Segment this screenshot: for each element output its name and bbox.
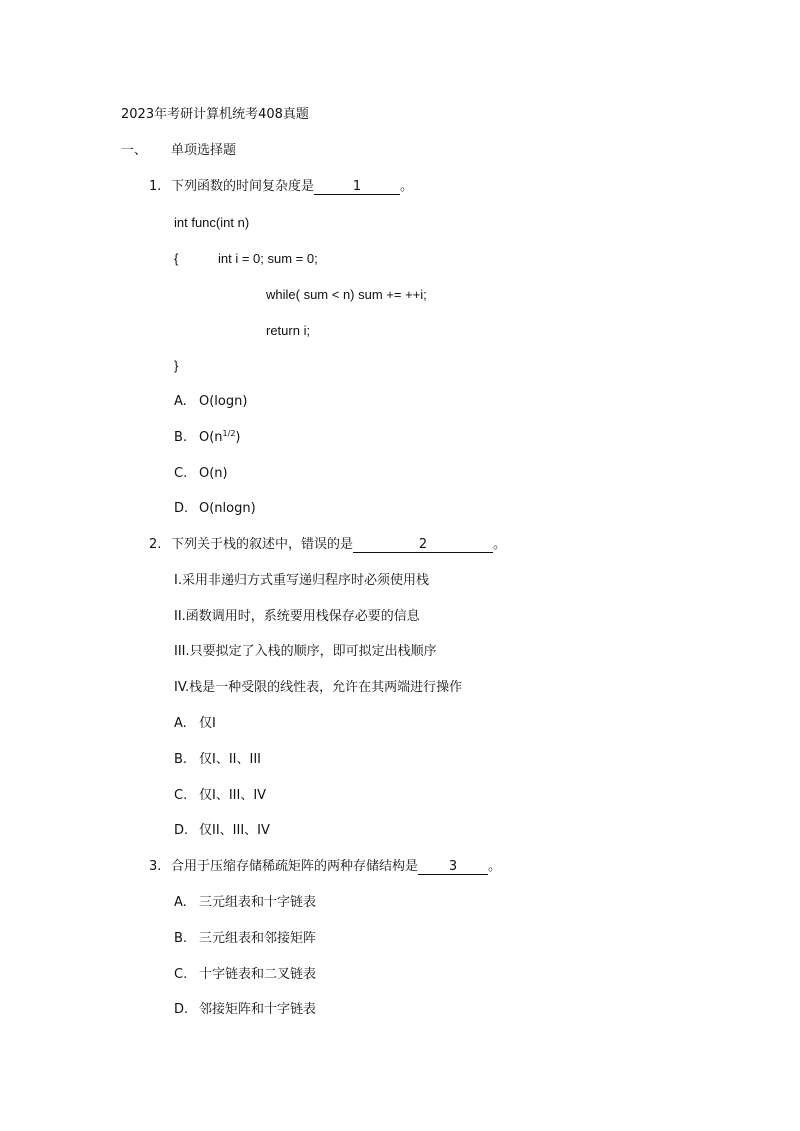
statement: IV.栈是一种受限的线性表，允许在其两端进行操作 (174, 680, 463, 695)
option-text: 仅I、III、IV (199, 788, 267, 803)
option-b[interactable] (174, 752, 261, 768)
question-number: 2. (149, 537, 162, 552)
code-line: { (174, 251, 179, 266)
question-text: 合用于压缩存储稀疏矩阵的两种存储结构是 (171, 859, 419, 874)
section-heading (121, 143, 236, 159)
option-text: 三元组表和十字链表 (199, 895, 317, 910)
answer-blank: 1 (314, 179, 400, 195)
option-text: O(n) (199, 466, 228, 481)
option-label: C. (174, 788, 188, 803)
option-text: 仅I、II、III (199, 752, 262, 767)
code-line: int i = 0; sum = 0; (218, 251, 318, 266)
code-line: } (174, 358, 179, 373)
option-d[interactable] (174, 823, 270, 839)
option-text: O(logn) (199, 394, 248, 409)
option-label: B. (174, 430, 188, 445)
statement: I.采用非递归方式重写递归程序时必须使用栈 (174, 573, 429, 588)
option-a[interactable] (174, 716, 216, 732)
option-c[interactable] (174, 967, 316, 983)
option-label: D. (174, 501, 189, 516)
section-number: 一、 (121, 143, 148, 158)
statement: III.只要拟定了入栈的顺序，即可拟定出栈顺序 (174, 644, 437, 659)
option-text: 仅I (199, 716, 216, 731)
option-b[interactable] (174, 430, 241, 446)
option-label: D. (174, 1002, 189, 1017)
option-label: C. (174, 466, 188, 481)
page-title: 2023年考研计算机统考408真题 (121, 107, 309, 122)
option-d[interactable] (174, 501, 256, 517)
option-text: 十字链表和二叉链表 (199, 967, 317, 982)
option-text-tail: ) (235, 430, 241, 445)
option-a[interactable] (174, 895, 316, 911)
question-number: 3. (149, 859, 162, 874)
question-end: 。 (488, 859, 502, 874)
option-superscript: 1/2 (222, 429, 236, 438)
question-1-stem (149, 179, 413, 195)
question-end: 。 (400, 179, 414, 194)
option-c[interactable] (174, 788, 266, 804)
option-label: A. (174, 716, 187, 731)
question-text: 下列关于栈的叙述中，错误的是 (171, 537, 354, 552)
option-label: A. (174, 895, 187, 910)
option-b[interactable] (174, 931, 316, 947)
code-line: while( sum < n) sum += ++i; (266, 287, 427, 302)
option-a[interactable] (174, 394, 247, 410)
section-label: 单项选择题 (171, 143, 237, 158)
option-label: A. (174, 394, 187, 409)
option-text: 仅II、III、IV (199, 823, 270, 838)
question-2-stem (149, 537, 506, 553)
option-c[interactable] (174, 466, 228, 482)
answer-blank: 2 (353, 537, 493, 553)
question-text: 下列函数的时间复杂度是 (171, 179, 315, 194)
option-label: B. (174, 931, 188, 946)
option-label: B. (174, 752, 188, 767)
question-end: 。 (493, 537, 507, 552)
option-label: D. (174, 823, 189, 838)
option-text: 三元组表和邻接矩阵 (199, 931, 317, 946)
option-d[interactable] (174, 1002, 316, 1018)
statement: II.函数调用时，系统要用栈保存必要的信息 (174, 609, 420, 624)
question-3-stem (149, 859, 501, 875)
code-line: int func(int n) (174, 215, 250, 230)
answer-blank: 3 (418, 859, 488, 875)
option-text: O(n (199, 430, 223, 445)
option-text: 邻接矩阵和十字链表 (199, 1002, 317, 1017)
question-number: 1. (149, 179, 162, 194)
option-text: O(nlogn) (199, 501, 256, 516)
code-line: return i; (266, 323, 311, 338)
option-label: C. (174, 967, 188, 982)
